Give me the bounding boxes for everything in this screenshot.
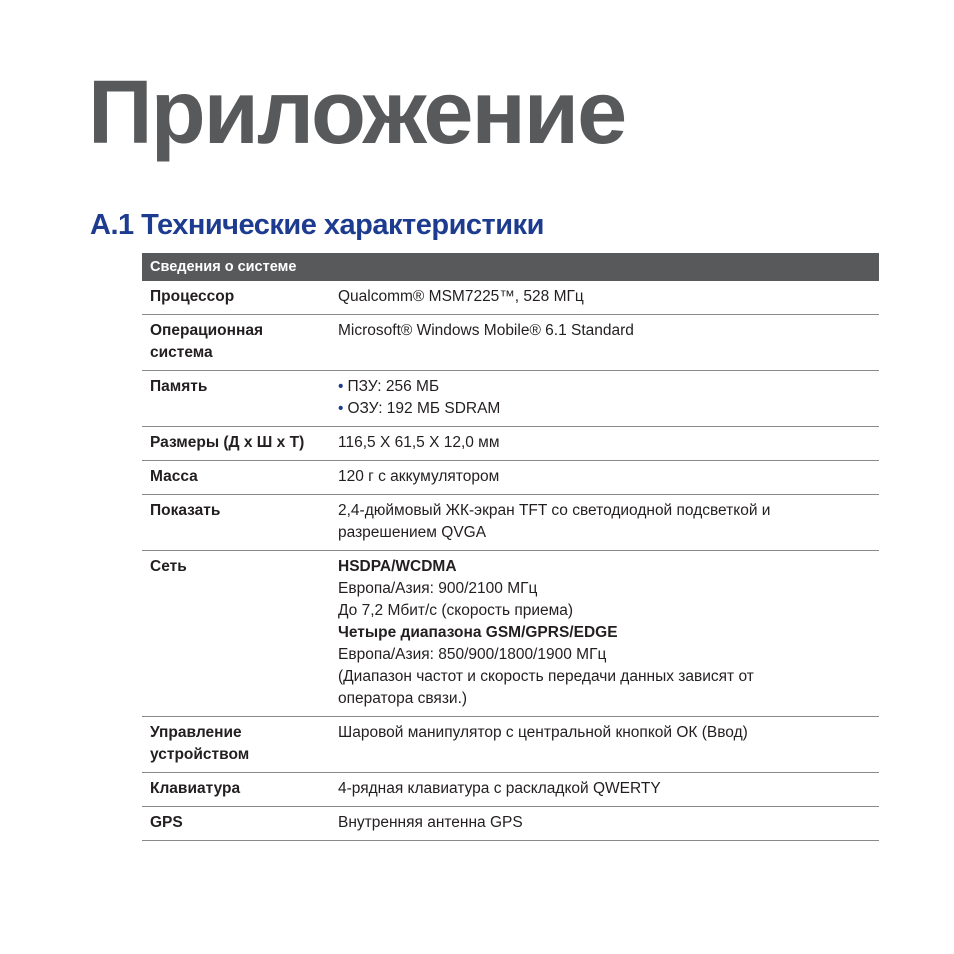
row-label-line: Управление: [150, 724, 242, 741]
row-label: GPS: [150, 814, 183, 831]
page-title: Приложение: [88, 63, 626, 163]
row-value-subheading: Четыре диапазона GSM/GPRS/EDGE: [338, 624, 618, 641]
table-row-dimensions: [142, 427, 879, 461]
row-label: [142, 722, 338, 766]
bullet-icon: •: [338, 378, 344, 395]
row-label: Показать: [150, 502, 221, 519]
table-row-network: [142, 551, 879, 717]
row-label: Память: [150, 378, 208, 395]
row-label: Сеть: [150, 558, 187, 575]
row-value: Внутренняя антенна GPS: [338, 814, 523, 831]
spec-table: [142, 253, 879, 841]
row-value: Шаровой манипулятор с центральной кнопкой ОК (Ввод): [338, 724, 748, 741]
row-value: [338, 556, 879, 710]
row-value-line: разрешением QVGA: [338, 524, 487, 541]
bullet-item: [338, 376, 849, 398]
bullet-icon: •: [338, 400, 344, 417]
section-heading: A.1 Технические характеристики: [90, 209, 544, 241]
row-label-line: система: [150, 344, 213, 361]
row-label: Клавиатура: [150, 780, 241, 797]
row-label: Размеры (Д x Ш x Т): [150, 434, 305, 451]
table-row-memory: [142, 371, 879, 427]
row-value-line: Европа/Азия: 850/900/1800/1900 МГц: [338, 646, 607, 663]
row-value: 120 г с аккумулятором: [338, 468, 500, 485]
row-value-line: До 7,2 Мбит/с (скорость приема): [338, 602, 574, 619]
table-row-processor: [142, 281, 879, 315]
row-label: [142, 320, 338, 364]
bullet-item: [338, 398, 849, 420]
table-row-display: [142, 495, 879, 551]
row-value-line: 2,4-дюймовый ЖК-экран TFT со светодиодной подсветкой и: [338, 502, 771, 519]
row-label: Масса: [150, 468, 198, 485]
row-label: Процессор: [150, 288, 235, 305]
table-row-device-control: [142, 717, 879, 773]
table-row-os: [142, 315, 879, 371]
row-value-line: оператора связи.): [338, 690, 468, 707]
table-row-gps: [142, 807, 879, 841]
table-header: Сведения о системе: [142, 253, 879, 281]
row-value: 4-рядная клавиатура с раскладкой QWERTY: [338, 780, 661, 797]
row-value: [338, 500, 879, 544]
row-value-subheading: HSDPA/WCDMA: [338, 558, 457, 575]
row-value: Qualcomm® MSM7225™, 528 МГц: [338, 288, 584, 305]
row-label-line: устройством: [150, 746, 250, 763]
row-value: [338, 376, 879, 420]
row-value-line: (Диапазон частот и скорость передачи данных зависят от: [338, 668, 754, 685]
row-value-line: Европа/Азия: 900/2100 МГц: [338, 580, 538, 597]
bullet-text: ПЗУ: 256 МБ: [347, 378, 440, 395]
row-value: Microsoft® Windows Mobile® 6.1 Standard: [338, 322, 634, 339]
bullet-text: ОЗУ: 192 МБ SDRAM: [347, 400, 501, 417]
row-label-line: Операционная: [150, 322, 264, 339]
row-value: 116,5 X 61,5 X 12,0 мм: [338, 434, 500, 451]
table-row-keyboard: [142, 773, 879, 807]
table-row-weight: [142, 461, 879, 495]
